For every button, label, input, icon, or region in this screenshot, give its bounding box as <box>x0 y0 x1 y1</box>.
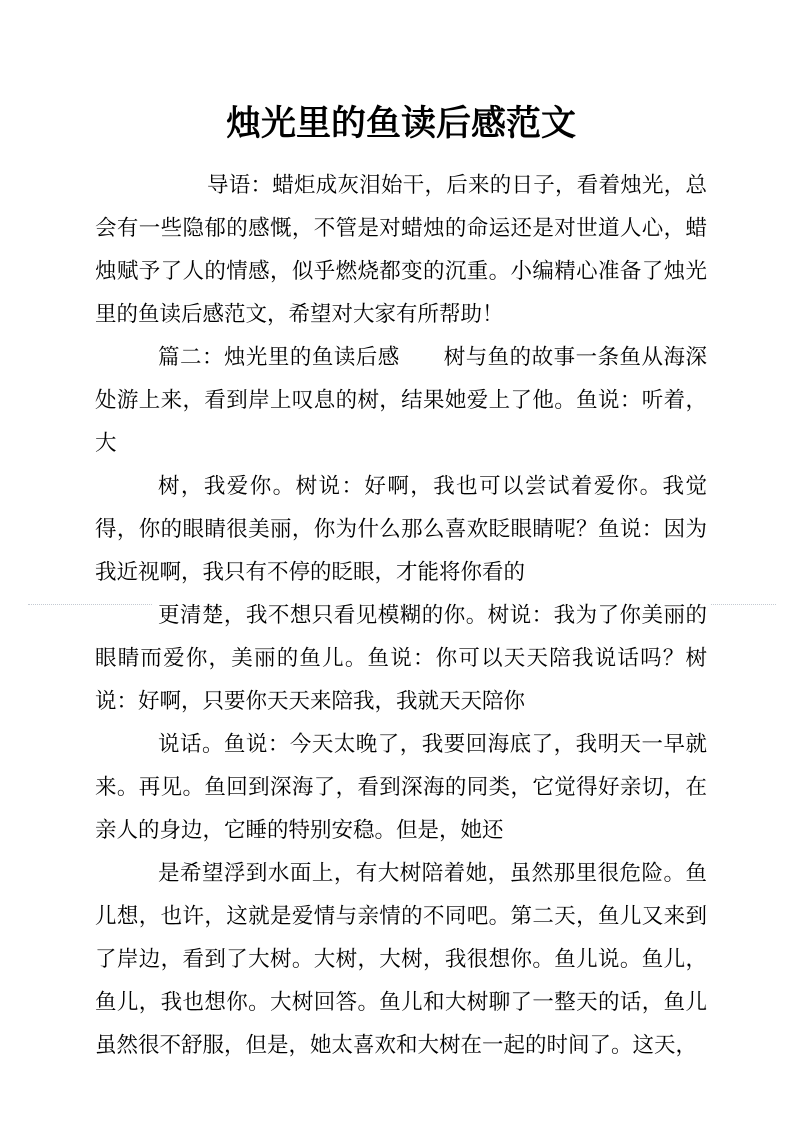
paragraph: 说话。鱼说：今天太晚了，我要回海底了，我明天一早就来。再见。鱼回到深海了，看到深海的同类，它觉得好亲切，在亲人的身边，它睡的特别安稳。但是，她还 <box>95 732 707 842</box>
paragraph: 导语：蜡炬成灰泪始干，后来的日子，看着烛光，总会有一些隐郁的感慨，不管是对蜡烛的命运还是对世道人心，蜡烛赋予了人的情感，似乎燃烧都变的沉重。小编精心准备了烛光里的鱼读后感范文，希望对大家有所帮助！ <box>95 173 707 326</box>
paragraph: 篇二：烛光里的鱼读后感 树与鱼的故事一条鱼从海深处游上来，看到岸上叹息的树，结果她爱上了他。鱼说：听着，大 <box>95 345 707 455</box>
paragraphs <box>95 164 707 1067</box>
paragraph: 是希望浮到水面上，有大树陪着她，虽然那里很危险。鱼儿想，也许，这就是爱情与亲情的不同吧。第二天，鱼儿又来到了岸边，看到了大树。大树，大树，我很想你。鱼儿说。鱼儿，鱼儿，我也想你。大树回答。鱼儿和大树聊了一整天的话，鱼儿虽然很不舒服，但是，她太喜欢和大树在一起的时间了。这天， <box>95 861 707 1057</box>
page-title: 烛光里的鱼读后感范文 <box>225 104 576 143</box>
paragraph: 树，我爱你。树说：好啊，我也可以尝试着爱你。我觉得，你的眼睛很美丽，你为什么那么喜欢眨眼睛呢？鱼说：因为我近视啊，我只有不停的眨眼，才能将你看的 <box>95 474 707 584</box>
document-content <box>95 99 707 1067</box>
paragraph: 更清楚，我不想只看见模糊的你。树说：我为了你美丽的眼睛而爱你，美丽的鱼儿。鱼说：你可以天天陪我说话吗？树说：好啊，只要你天天来陪我，我就天天陪你 <box>95 603 707 713</box>
page-break-dotted-line-right <box>711 604 776 605</box>
